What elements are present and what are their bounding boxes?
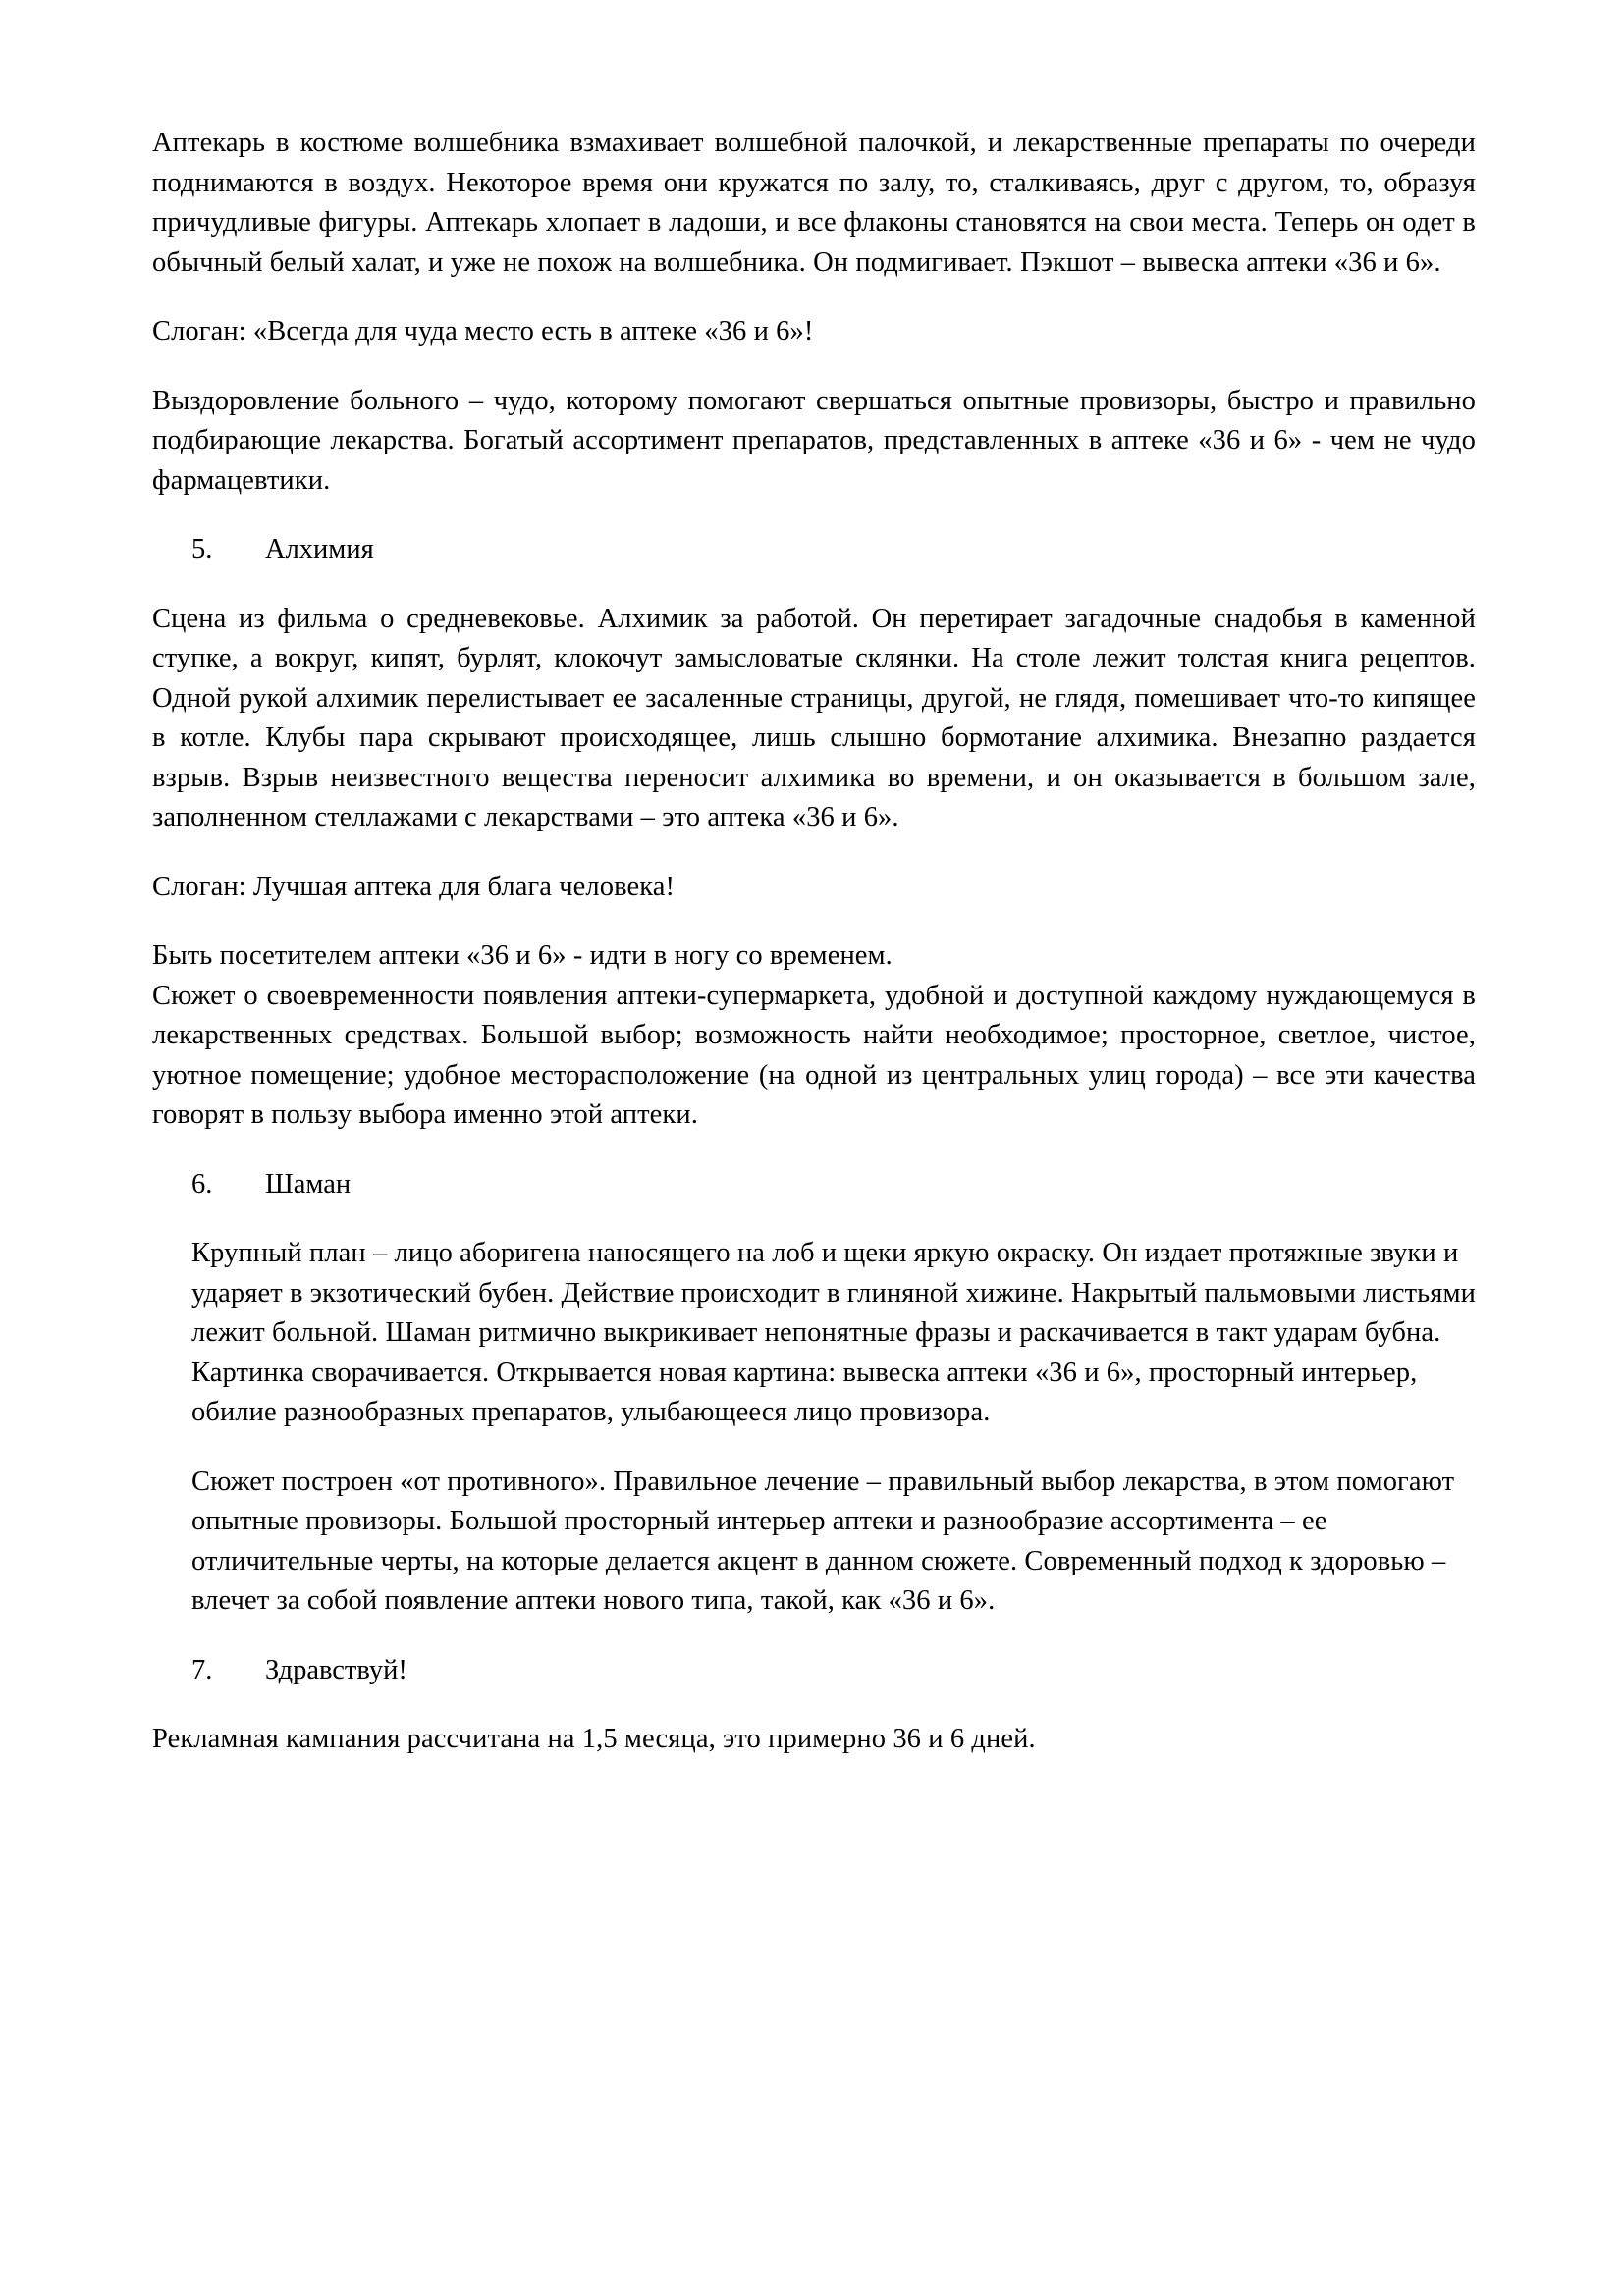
- paragraph-supermarket-pharmacy: Сюжет о своевременности появления аптеки-супермаркета, удобной и доступной каждому нуждающемуся в лекарственных средствах. Большой выбор; возможность найти необходимое; просторное, светлое, чистое, уютное помещение; удобное месторасположение (на одной из центральных улиц города) – все эти качества говорят в пользу выбора именно этой аптеки.: [152, 980, 1476, 1130]
- list-item-5-alchemy: [152, 530, 1476, 570]
- list-item-label: Здравствуй!: [265, 1654, 407, 1685]
- list-item-number: 5.: [191, 534, 213, 564]
- list-item-label: Алхимия: [265, 534, 374, 564]
- document-body: [152, 124, 1476, 1789]
- paragraph-slogan-best-pharmacy: Слоган: Лучшая аптека для блага человека!: [152, 871, 676, 902]
- paragraph-visitor-keeping-pace: Быть посетителем аптеки «36 и 6» - идти в ногу со временем.: [152, 940, 893, 971]
- list-item-label: Шаман: [265, 1168, 352, 1200]
- list-item-number: 7.: [191, 1654, 213, 1685]
- list-item-6-shaman: [152, 1165, 1476, 1205]
- paragraph-shaman-closeup: Крупный план – лицо аборигена наносящего на лоб и щеки яркую окраску. Он издает протяжные звуки и ударяет в экзотический бубен. Действие происходит в глиняной хижине. Накрытый пальмовыми листьями лежит больной. Шаман ритмично выкрикивает непонятные фразы и раскачивается в такт ударам бубна.: [191, 1238, 1476, 1348]
- paragraph-campaign-duration: Рекламная кампания рассчитана на 1,5 месяца, это примерно 36 и 6 дней.: [152, 1724, 1036, 1754]
- paragraph-picture-rolls-up: Картинка сворачивается. Открывается новая картина: вывеска аптеки «36 и 6», просторный интерьер, обилие разнообразных препаратов, улыбающееся лицо провизора.: [191, 1357, 1418, 1427]
- paragraph-recovery-miracle: Выздоровление больного – чудо, которому помогают свершаться опытные провизоры, быстро и правильно подбирающие лекарства. Богатый ассортимент препаратов, представленных в аптеке «36 и 6» - чем не чудо фармацевтики.: [152, 385, 1476, 496]
- paragraph-slogan-miracle: Слоган: «Всегда для чуда место есть в аптеке «36 и 6»!: [152, 316, 814, 347]
- list-item-7-greeting: [152, 1651, 1476, 1691]
- paragraph-alchemist-scene: Сцена из фильма о средневековье. Алхимик за работой. Он перетирает загадочные снадобья в каменной ступке, а вокруг, кипят, бурлят, клокочут замысловатые склянки. На столе лежит толстая книга рецептов. Одной рукой алхимик перелистывает ее засаленные страницы, другой, не глядя, помешивает что-то кипящее в котле. Клубы пара скрывают происходящее, лишь слышно бормотание алхимика. Внезапно раздается взрыв. Взрыв неизвестного вещества переносит алхимика во времени, и он оказывается в большом зале, заполненном стеллажами с лекарствами – это аптека «36 и 6».: [152, 603, 1476, 832]
- paragraph-plot-by-contradiction: Сюжет построен «от противного». Правильное лечение – правильный выбор лекарства, в этом помогают опытные провизоры. Большой просторный интерьер аптеки и разнообразие ассортимента – ее отличительные черты, на которые делается акцент в данном сюжете. Современный подход к здоровью – влечет за собой появление аптеки нового типа, такой, как «36 и 6».: [191, 1466, 1455, 1616]
- list-item-number: 6.: [191, 1168, 213, 1200]
- paragraph-apothecary-wizard: Аптекарь в костюме волшебника взмахивает волшебной палочкой, и лекарственные препараты по очереди поднимаются в воздух. Некоторое время они кружатся по залу, то, сталкиваясь, друг с другом, то, образуя причудливые фигуры. Аптекарь хлопает в ладоши, и все флаконы становятся на свои места. Теперь он одет в обычный белый халат, и уже не похож на волшебника. Он подмигивает. Пэкшот – вывеска аптеки «36 и 6».: [152, 128, 1476, 278]
- shaman-section-body: [191, 1234, 1476, 1622]
